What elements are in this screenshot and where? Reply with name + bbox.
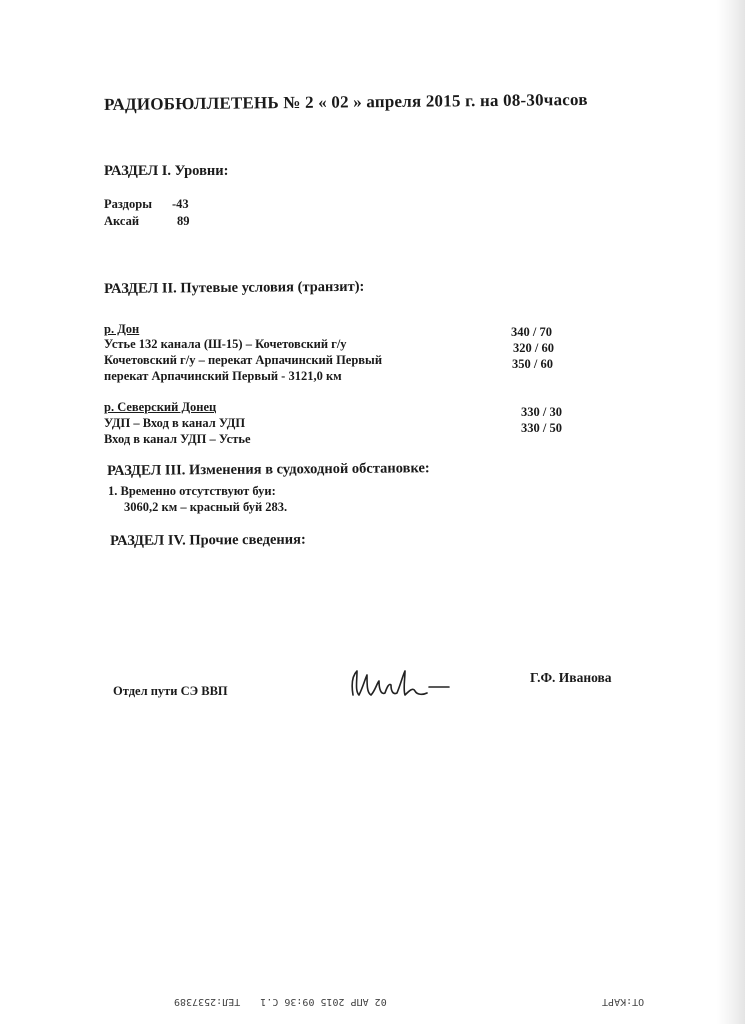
route-row-value: 350 / 60	[512, 357, 553, 371]
section-1-heading: РАЗДЕЛ I. Уровни:	[104, 163, 229, 179]
route-row-text: Устье 132 канала (Ш-15) – Кочетовский г/у	[104, 337, 347, 351]
level-row-name: Аксай	[104, 214, 140, 228]
department-label: Отдел пути СЭ ВВП	[113, 684, 228, 698]
section-3-item: 1. Временно отсутствуют буи:	[108, 484, 276, 498]
river-name: р. Дон	[104, 322, 140, 336]
handwritten-signature	[345, 665, 455, 710]
route-row-value: 340 / 70	[511, 325, 552, 339]
fax-stamp	[160, 996, 387, 1007]
river-name: р. Северский Донец	[104, 400, 217, 414]
section-3-detail: 3060,2 км – красный буй 283.	[124, 500, 288, 514]
route-row-text: Кочетовский г/у – перекат Арпачинский Первый	[104, 353, 383, 367]
fax-stamp-tel: ТЕЛ:2537389	[174, 996, 241, 1007]
route-row-text: перекат Арпачинский Первый - 3121,0 км	[104, 369, 342, 383]
fax-stamp-time: 02 АПР 2015 09:36 С.1	[260, 996, 387, 1007]
route-row-value: 330 / 30	[521, 405, 562, 419]
section-4-heading: РАЗДЕЛ IV. Прочие сведения:	[110, 531, 306, 549]
route-row-text: Вход в канал УДП – Устье	[104, 432, 251, 446]
level-row-value: -43	[172, 197, 189, 211]
level-row-value: 89	[177, 214, 190, 228]
route-row-value: 320 / 60	[513, 341, 554, 355]
level-row-name: Раздоры	[104, 197, 152, 211]
fax-stamp-from: ОТ:КАРТ	[602, 996, 645, 1007]
section-2-heading: РАЗДЕЛ II. Путевые условия (транзит):	[104, 278, 365, 297]
signer-name: Г.Ф. Иванова	[530, 670, 612, 685]
section-3-heading: РАЗДЕЛ III. Изменения в судоходной обстановке:	[107, 460, 430, 479]
route-row-value: 330 / 50	[521, 421, 562, 435]
bulletin-title: РАДИОБЮЛЛЕТЕНЬ № 2 « 02 » апреля 2015 г. на 08-30часов	[104, 89, 588, 114]
route-row-text: УДП – Вход в канал УДП	[104, 416, 246, 430]
scan-edge-shadow	[717, 0, 745, 1024]
